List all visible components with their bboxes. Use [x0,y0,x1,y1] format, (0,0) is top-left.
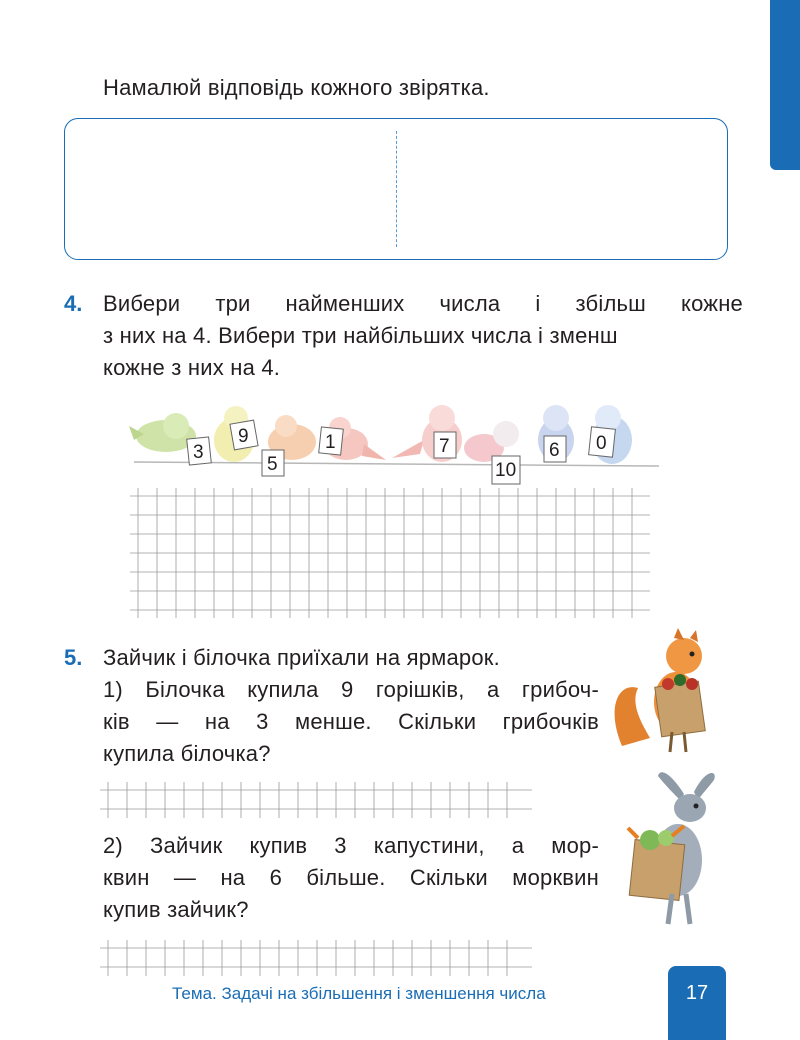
task-4-line-1: Вибери три найменших числа і збільш кожне [103,291,743,316]
task-4-line-2: з них на 4. Вибери три найбільших числа і зменш [103,323,618,348]
page-number-tab [668,966,726,1040]
task-4-number: 4. [64,291,83,316]
task-5-line-3: ків — на 3 менше. Скільки грибочків [103,709,599,734]
task-5-2-line-3: купив зайчик? [103,897,249,922]
side-tab [770,0,800,170]
task-5-line-2: 1) Білочка купила 9 горішків, а грибоч- [103,677,599,702]
task-5-2-line-2: квин — на 6 більше. Скільки морквин [103,865,599,890]
svg-text:7: 7 [439,436,450,457]
task-5-line-4: купила білочка? [103,741,271,766]
svg-text:1: 1 [325,432,336,453]
number-card-7 [434,432,456,458]
task-5-2-answer-grid[interactable] [100,940,532,976]
intro-text: Намалюй відповідь кожного звірятка. [103,75,490,100]
task-4-line-3: кожне з них на 4. [103,355,281,380]
rabbit-illustration [610,768,738,928]
footer-topic: Тема. Задачі на збільшення і зменшення числа [172,984,546,1003]
number-card-1 [319,427,344,455]
number-card-3 [187,437,212,465]
bird-green [129,413,196,452]
task-4-answer-grid[interactable] [130,488,650,618]
svg-text:3: 3 [193,442,204,463]
svg-text:6: 6 [549,440,560,461]
birds-illustration [124,404,664,492]
svg-text:9: 9 [238,426,249,447]
squirrel-illustration [612,628,732,758]
number-card-5 [262,450,284,476]
task-5-2-line-1: 2) Зайчик купив 3 капустини, а мор- [103,833,599,858]
drawing-answer-box[interactable] [64,118,728,260]
task-5-number: 5. [64,645,83,670]
page-number: 17 [685,982,709,1004]
svg-text:10: 10 [495,460,517,481]
number-card-6 [544,436,566,462]
box-divider [396,131,397,247]
task-5-1-answer-grid[interactable] [100,782,532,818]
number-card-0 [589,427,616,457]
number-card-9 [230,420,258,450]
svg-text:0: 0 [596,433,607,454]
task-5-line-1: Зайчик і білочка приїхали на ярмарок. [103,645,500,670]
number-card-10 [492,456,520,484]
svg-text:5: 5 [267,454,278,475]
